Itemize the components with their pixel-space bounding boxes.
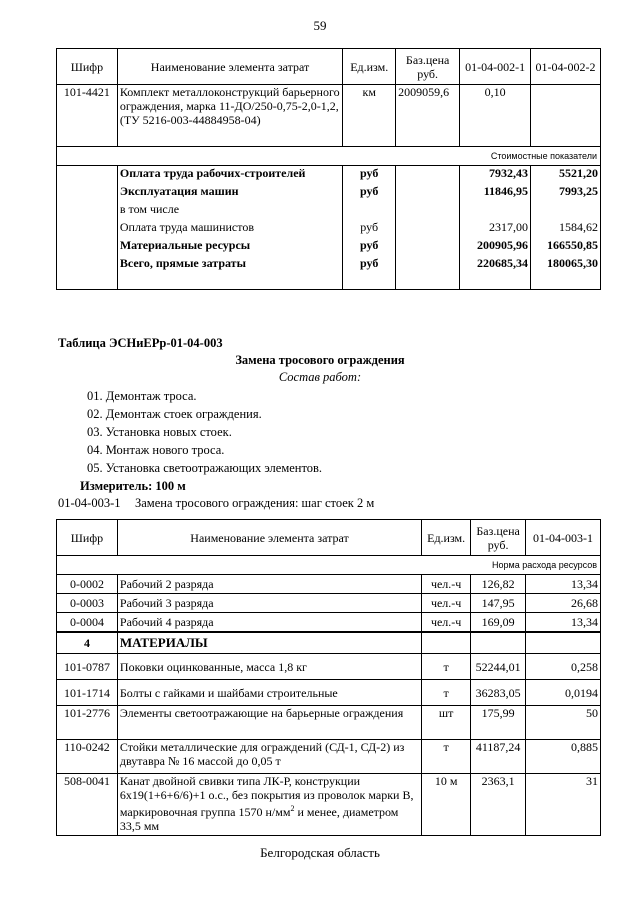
row-price: 2363,1 (471, 774, 526, 836)
row-name: Стойки металлические для ограждений (СД-1, СД-2) из двутавра № 16 массой до 0,05 т (117, 740, 421, 774)
item-code: 101-4421 (57, 85, 118, 147)
row-name: Оплата труда рабочих-строителей (117, 166, 342, 184)
header-col-2: 01-04-002-2 (531, 49, 601, 85)
row-name: Материальные ресурсы (117, 238, 342, 256)
section-title: Замена тросового ограждения (235, 353, 405, 367)
row-value-1: 7932,43 (460, 166, 531, 184)
row-unit: шт (422, 706, 471, 740)
row-unit: руб (343, 184, 396, 202)
row-code: 101-1714 (57, 680, 118, 706)
row-name: Канат двойной свивки типа ЛК-Р, конструкции 6х19(1+6+6/6)+1 о.с., без покрытия из проволок марки В, маркировочная группа 1570 $н/мм^2$ и менее, диаметром 33,5 мм (117, 774, 421, 836)
row-value: 0,258 (526, 654, 601, 680)
header-name: Наименование элемента затрат (117, 520, 421, 556)
table-row (57, 706, 601, 740)
row-value: 31 (526, 774, 601, 836)
row-unit: чел.-ч (422, 613, 471, 632)
row-value-1 (460, 202, 531, 220)
item-price: 2009059,6 (396, 85, 460, 147)
row-unit: руб (343, 256, 396, 290)
row-value: 13,34 (526, 575, 601, 594)
table-row (57, 202, 601, 220)
header-code: Шифр (57, 49, 118, 85)
item-name: Комплект металлоконструкций барьерного ограждения, марка 11-ДО/250-0,75-2,0-1,2, (ТУ 5216-003-44884958-04) (117, 85, 342, 147)
section-label: Норма расхода ресурсов (117, 556, 600, 575)
row-value-2: 166550,85 (531, 238, 601, 256)
row-value-1: 220685,34 (460, 256, 531, 290)
row-name: Рабочий 4 разряда (117, 613, 421, 632)
row-value-2: 1584,62 (531, 220, 601, 238)
row-name: Болты с гайками и шайбами строительные (117, 680, 421, 706)
row-value: 50 (526, 706, 601, 740)
table-row (57, 594, 601, 613)
table-row (57, 166, 601, 184)
row-name: Поковки оцинкованные, масса 1,8 кг (117, 654, 421, 680)
header-code: Шифр (57, 520, 118, 556)
row-unit: руб (343, 238, 396, 256)
row-value-2: 7993,25 (531, 184, 601, 202)
header-unit: Ед.изм. (422, 520, 471, 556)
row-code: 101-0787 (57, 654, 118, 680)
row-unit: руб (343, 220, 396, 238)
row-name: Рабочий 2 разряда (117, 575, 421, 594)
norm-name: Замена тросового ограждения: шаг стоек 2 м (135, 496, 375, 510)
page-number: 59 (313, 18, 327, 33)
row-price: 36283,05 (471, 680, 526, 706)
row-value-2: 5521,20 (531, 166, 601, 184)
row-price: 147,95 (471, 594, 526, 613)
row-unit (343, 202, 396, 220)
work-item: 04. Монтаж нового троса. (87, 443, 225, 457)
row-value: 0,885 (526, 740, 601, 774)
row-unit: 10 м (422, 774, 471, 836)
row-price: 41187,24 (471, 740, 526, 774)
row-unit: т (422, 654, 471, 680)
table-row (57, 774, 601, 836)
table-row (57, 238, 601, 256)
header-col-1: 01-04-002-1 (460, 49, 531, 85)
resource-table-01-04-003 (56, 519, 601, 836)
row-code: 0-0004 (57, 613, 118, 632)
table-row (57, 220, 601, 238)
row-name: Эксплуатация машин (117, 184, 342, 202)
row-value: 26,68 (526, 594, 601, 613)
header-price: Баз.цена руб. (471, 520, 526, 556)
table-row (57, 613, 601, 632)
row-unit: руб (343, 166, 396, 184)
row-code: 101-2776 (57, 706, 118, 740)
row-value-1: 11846,95 (460, 184, 531, 202)
row-name: Рабочий 3 разряда (117, 594, 421, 613)
work-item: 03. Установка новых стоек. (87, 425, 232, 439)
row-code: 110-0242 (57, 740, 118, 774)
row-unit: т (422, 740, 471, 774)
row-code: 0-0003 (57, 594, 118, 613)
table-row (57, 654, 601, 680)
row-code: 0-0002 (57, 575, 118, 594)
row-value-1: 200905,96 (460, 238, 531, 256)
row-value-1: 2317,00 (460, 220, 531, 238)
item-unit: км (343, 85, 396, 147)
row-price: 126,82 (471, 575, 526, 594)
row-name: Оплата труда машинистов (117, 220, 342, 238)
table-title: Таблица ЭСНиЕРр-01-04-003 (58, 336, 223, 350)
table-row (57, 256, 601, 290)
row-price: 52244,01 (471, 654, 526, 680)
table-row (57, 184, 601, 202)
footer-region: Белгородская область (260, 845, 380, 860)
work-item: 05. Установка светоотражающих элементов. (87, 461, 323, 475)
table-row (57, 575, 601, 594)
row-name: Элементы светоотражающие на барьерные ограждения (117, 706, 421, 740)
row-unit: чел.-ч (422, 594, 471, 613)
materials-header-row (57, 632, 601, 654)
cost-table-01-04-002 (56, 48, 601, 290)
section-label: Стоимостные показатели (57, 147, 601, 166)
work-item: 02. Демонтаж стоек ограждения. (87, 407, 262, 421)
row-price: 175,99 (471, 706, 526, 740)
works-title: Состав работ: (278, 370, 362, 384)
row-price: 169,09 (471, 613, 526, 632)
materials-title: МАТЕРИАЛЫ (117, 632, 421, 654)
work-item: 01. Демонтаж троса. (87, 389, 197, 403)
item-value-2 (531, 85, 601, 147)
header-col-1: 01-04-003-1 (526, 520, 601, 556)
measure: Измеритель: 100 м (80, 479, 186, 493)
row-value-2: 180065,30 (531, 256, 601, 290)
table-row (57, 680, 601, 706)
row-unit: чел.-ч (422, 575, 471, 594)
table-row (57, 740, 601, 774)
header-name: Наименование элемента затрат (117, 49, 342, 85)
row-name: в том числе (117, 202, 342, 220)
row-name: Всего, прямые затраты (117, 256, 342, 290)
row-value: 13,34 (526, 613, 601, 632)
row-value: 0,0194 (526, 680, 601, 706)
row-code: 508-0041 (57, 774, 118, 836)
header-unit: Ед.изм. (343, 49, 396, 85)
norm-code: 01-04-003-1 (58, 496, 121, 510)
item-value-1: 0,10 (460, 85, 531, 147)
materials-num: 4 (57, 632, 118, 654)
row-unit: т (422, 680, 471, 706)
header-price: Баз.цена руб. (396, 49, 460, 85)
row-value-2 (531, 202, 601, 220)
